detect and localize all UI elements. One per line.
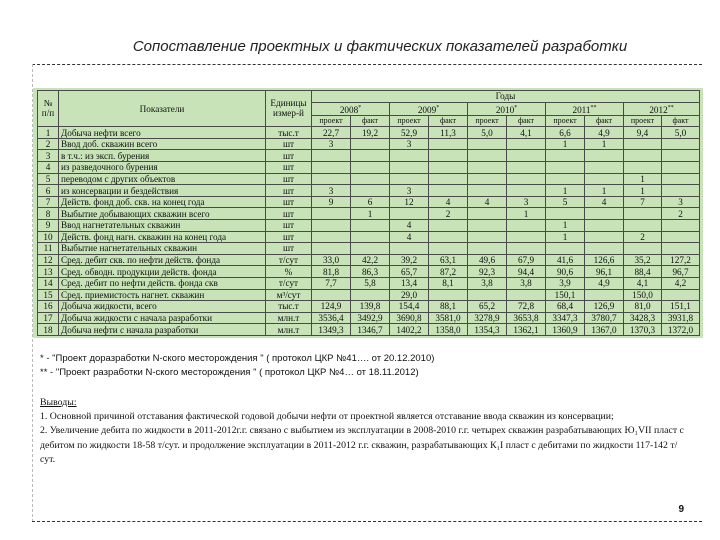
fact-value [662,289,700,301]
fact-value [429,243,468,255]
plan-value: 1370,3 [624,324,662,336]
fact-value [429,162,468,174]
fact-value: 19,2 [351,127,390,139]
row-number: 8 [38,208,59,220]
header-unit: Единицы измер-й [266,91,312,127]
plan-value: 9 [312,196,351,208]
fact-value: 3 [507,196,546,208]
fact-value [507,185,546,197]
fact-value: 1367,0 [585,324,624,336]
header-year [468,102,546,115]
fact-value [351,289,390,301]
fact-value: 1346,7 [351,324,390,336]
fact-value [351,220,390,232]
plan-value: 88,4 [624,266,662,278]
plan-value: 3 [390,138,429,150]
fact-value [429,173,468,185]
year-footnote-mark: * [436,104,440,111]
indicator-name: переводом с других объектов [59,173,266,185]
plan-value: 41,6 [546,254,585,266]
plan-value: 5,0 [468,127,507,139]
plan-value: 81,8 [312,266,351,278]
conclusions [40,396,690,467]
row-number: 3 [38,150,59,162]
fact-value: 4,2 [662,277,700,289]
fact-value [585,243,624,255]
indicator-name: в т.ч.: из эксп. бурения [59,150,266,162]
indicator-name: Сред. приемистость нагнет. скважин [59,289,266,301]
table-row [38,185,700,197]
fact-value [585,208,624,220]
plan-value [312,220,351,232]
plan-value: 150,0 [624,289,662,301]
plan-value [312,231,351,243]
unit-cell: тыс.т [266,301,312,313]
indicator-name: Добыча нефти с начала разработки [59,324,266,336]
fact-value: 3931,8 [662,312,700,324]
fact-value: 1 [585,185,624,197]
plan-value: 65,2 [468,301,507,313]
plan-value: 4,1 [624,277,662,289]
fact-value: 3 [662,196,700,208]
plan-value: 4 [390,220,429,232]
header-fact: факт [429,115,468,127]
fact-value [429,289,468,301]
footnote-mark: * [40,353,44,364]
fact-value [351,138,390,150]
fact-value [585,231,624,243]
plan-value: 6,6 [546,127,585,139]
conclusions-heading: Выводы: [40,397,77,408]
fact-value: 96,7 [662,266,700,278]
table-row [38,196,700,208]
header-plan: проект [468,115,507,127]
fact-value [585,289,624,301]
unit-cell: шт [266,220,312,232]
row-number: 10 [38,231,59,243]
plan-value: 150,1 [546,289,585,301]
plan-value [390,208,429,220]
fact-value: 127,2 [662,254,700,266]
plan-value: 4 [390,231,429,243]
header-plan: проект [312,115,351,127]
unit-cell: шт [266,138,312,150]
plan-value [546,162,585,174]
table-row [38,312,700,324]
plan-value: 1 [546,220,585,232]
fact-value: 4 [585,196,624,208]
fact-value: 126,6 [585,254,624,266]
fact-value: 87,2 [429,266,468,278]
fact-value [507,231,546,243]
fact-value [429,138,468,150]
plan-value: 5 [546,196,585,208]
fact-value [585,162,624,174]
fact-value [662,231,700,243]
plan-value: 124,9 [312,301,351,313]
fact-value: 3581,0 [429,312,468,324]
indicator-name: Выбытие добывающих скважин всего [59,208,266,220]
header-year [390,102,468,115]
indicator-name: Действ. фонд доб. скв. на конец года [59,196,266,208]
fact-value: 67,9 [507,254,546,266]
fact-value: 6 [351,196,390,208]
table-row [38,150,700,162]
fact-value: 3,8 [507,277,546,289]
fact-value [585,150,624,162]
plan-value: 39,2 [390,254,429,266]
plan-value: 1402,2 [390,324,429,336]
indicator-name: Сред. обводн. продукции действ. фонда [59,266,266,278]
indicator-name: Выбытие нагнетательных скважин [59,243,266,255]
year-label: 2010 [495,104,515,115]
plan-value: 3 [390,185,429,197]
plan-value [546,150,585,162]
plan-value: 65,7 [390,266,429,278]
table-row [38,254,700,266]
plan-value: 35,2 [624,254,662,266]
fact-value: 151,1 [662,301,700,313]
plan-value: 9,4 [624,127,662,139]
plan-value: 1 [546,138,585,150]
fact-value [585,173,624,185]
fact-value: 139,8 [351,301,390,313]
plan-value: 7 [624,196,662,208]
plan-value: 33,0 [312,254,351,266]
indicator-name: Сред. дебит скв. по нефти действ. фонда [59,254,266,266]
fact-value: 126,9 [585,301,624,313]
fact-value [351,243,390,255]
plan-value [312,289,351,301]
plan-value: 1349,3 [312,324,351,336]
fact-value: 5,8 [351,277,390,289]
plan-value [624,138,662,150]
table-row [38,243,700,255]
table-row [38,277,700,289]
table-row [38,127,700,139]
plan-value: 22,7 [312,127,351,139]
plan-value: 13,4 [390,277,429,289]
row-number: 11 [38,243,59,255]
plan-value [546,173,585,185]
plan-value: 29,0 [390,289,429,301]
fact-value: 1362,1 [507,324,546,336]
row-number: 14 [38,277,59,289]
fact-value: 1358,0 [429,324,468,336]
header-fact: факт [662,115,700,127]
year-footnote-mark: * [358,104,362,111]
row-number: 4 [38,162,59,174]
fact-value [662,185,700,197]
plan-value: 52,9 [390,127,429,139]
fact-value [662,150,700,162]
unit-cell: т/сут [266,277,312,289]
fact-value: 4,9 [585,127,624,139]
unit-cell: т/сут [266,254,312,266]
fact-value [662,162,700,174]
table-panel [33,88,703,338]
fact-value: 88,1 [429,301,468,313]
fact-value [429,220,468,232]
header-fact: факт [351,115,390,127]
table-row [38,231,700,243]
plan-value: 3690,8 [390,312,429,324]
row-number: 6 [38,185,59,197]
fact-value [662,243,700,255]
unit-cell: шт [266,173,312,185]
page-number: 9 [678,504,684,515]
fact-value [429,231,468,243]
indicator-name: Сред. дебит по нефти действ. фонда скв [59,277,266,289]
indicator-name: из консервации и бездействия [59,185,266,197]
fact-value [429,185,468,197]
unit-cell: тыс.т [266,127,312,139]
plan-value [468,138,507,150]
fact-value: 11,3 [429,127,468,139]
fact-value [507,138,546,150]
bottom-divider [32,521,702,522]
fact-value: 63,1 [429,254,468,266]
plan-value: 4 [468,196,507,208]
indicator-name: Ввод доб. скважин всего [59,138,266,150]
header-plan: проект [546,115,585,127]
fact-value: 1372,0 [662,324,700,336]
year-label: 2008 [339,104,359,115]
plan-value: 3 [312,185,351,197]
fact-value [507,243,546,255]
plan-value [390,243,429,255]
fact-value: 96,1 [585,266,624,278]
row-number: 12 [38,254,59,266]
plan-value [312,162,351,174]
row-number: 16 [38,301,59,313]
fact-value: 2 [429,208,468,220]
year-footnote-mark: * [514,104,518,111]
plan-value: 1 [546,231,585,243]
unit-cell: шт [266,208,312,220]
header-year [624,102,700,115]
header-indicator: Показатели [59,91,266,127]
plan-value [624,208,662,220]
fact-value: 2 [662,208,700,220]
fact-value [507,162,546,174]
fact-value [351,162,390,174]
indicator-name: Добыча жидкости, всего [59,301,266,313]
fact-value: 1 [351,208,390,220]
table-row [38,324,700,336]
unit-cell: шт [266,196,312,208]
table-row [38,208,700,220]
plan-value: 1 [624,173,662,185]
row-number: 18 [38,324,59,336]
indicator-name: Добыча жидкости с начала разработки [59,312,266,324]
plan-value [390,173,429,185]
header-year [546,102,624,115]
header-fact: факт [507,115,546,127]
plan-value: 92,3 [468,266,507,278]
fact-value [351,231,390,243]
fact-value: 4,1 [507,127,546,139]
fact-value [662,173,700,185]
fact-value: 3780,7 [585,312,624,324]
footnotes [40,352,700,380]
plan-value: 68,4 [546,301,585,313]
row-number: 7 [38,196,59,208]
indicators-table [37,90,700,336]
fact-value: 4 [429,196,468,208]
conclusion-item: 1. Основной причиной отставания фактической годовой добычи нефти от проектной является отставание ввода скважин из консервации; [40,411,614,423]
fact-value: 3492,9 [351,312,390,324]
plan-value: 3347,3 [546,312,585,324]
unit-cell: шт [266,150,312,162]
plan-value: 90,6 [546,266,585,278]
indicator-name: из разведочного бурения [59,162,266,174]
fact-value [351,185,390,197]
year-footnote-mark: ** [667,104,674,111]
plan-value [390,162,429,174]
plan-value: 81,0 [624,301,662,313]
fact-value: 4,9 [585,277,624,289]
footnote-mark: ** [40,367,48,378]
plan-value [312,173,351,185]
indicator-name: Ввод нагнетательных скважин [59,220,266,232]
plan-value [312,243,351,255]
plan-value [468,162,507,174]
header-year [312,102,390,115]
fact-value: 5,0 [662,127,700,139]
year-footnote-mark: ** [590,104,597,111]
plan-value: 3536,4 [312,312,351,324]
fact-value: 86,3 [351,266,390,278]
row-number: 1 [38,127,59,139]
plan-value: 1360,9 [546,324,585,336]
table-row [38,289,700,301]
plan-value [468,243,507,255]
fact-value [429,150,468,162]
plan-value [468,173,507,185]
header-fact: факт [585,115,624,127]
fact-value: 94,4 [507,266,546,278]
fact-value [662,138,700,150]
footnote [40,352,700,366]
plan-value: 1 [624,185,662,197]
plan-value [468,185,507,197]
plan-value [468,150,507,162]
plan-value [546,208,585,220]
plan-value: 7,7 [312,277,351,289]
fact-value [351,150,390,162]
table-row [38,162,700,174]
indicator-name: Добыча нефти всего [59,127,266,139]
plan-value: 3,8 [468,277,507,289]
unit-cell: млн.т [266,324,312,336]
plan-value [624,243,662,255]
fact-value [351,173,390,185]
unit-cell: м³/сут [266,289,312,301]
unit-cell: шт [266,231,312,243]
row-number: 5 [38,173,59,185]
row-number: 17 [38,312,59,324]
footnote-text: - "Проект разработки N-ского месторождения " ( протокол ЦКР №4… от 18.11.2012) [47,367,419,378]
fact-value [507,289,546,301]
plan-value [390,150,429,162]
unit-cell: % [266,266,312,278]
plan-value: 3278,9 [468,312,507,324]
plan-value [312,150,351,162]
plan-value [312,208,351,220]
header-num: № п/п [38,91,59,127]
fact-value: 8,1 [429,277,468,289]
fact-value [507,220,546,232]
header-plan: проект [390,115,429,127]
table-row [38,301,700,313]
row-number: 2 [38,138,59,150]
year-label: 2012 [649,104,668,115]
fact-value: 1 [507,208,546,220]
unit-cell: млн.т [266,312,312,324]
table-row [38,266,700,278]
fact-value: 3653,8 [507,312,546,324]
indicator-name: Действ. фонд нагн. скважин на конец года [59,231,266,243]
fact-value [585,220,624,232]
header-years: Годы [312,91,700,103]
unit-cell: шт [266,162,312,174]
plan-value: 3 [312,138,351,150]
row-number: 13 [38,266,59,278]
plan-value [468,208,507,220]
slide-title: Сопоставление проектных и фактических показателей разработки [132,38,628,55]
plan-value: 154,4 [390,301,429,313]
conclusion-item: 2. Увеличение дебита по жидкости в 2011-2012г.г. связано с выбытием из эксплуатации в 2008-2010 г.г. четырех скважин разрабатывающих Ю₁VII пласт с дебитом по жидкости 18-58 т/сут. и продолжение эксплуатации в 2011-2012 г.г. скважин, разрабатывающих К₁I пласт с дебитами по жидкости 117-142 т/сут. [40,425,684,465]
unit-cell: шт [266,243,312,255]
plan-value: 2 [624,231,662,243]
table-row [38,138,700,150]
footnote [40,366,700,380]
row-number: 15 [38,289,59,301]
row-number: 9 [38,220,59,232]
title-divider [32,64,702,65]
plan-value [624,220,662,232]
year-label: 2009 [417,104,437,115]
fact-value: 1 [585,138,624,150]
plan-value: 3,9 [546,277,585,289]
fact-value: 72,8 [507,301,546,313]
fact-value [507,173,546,185]
plan-value [468,231,507,243]
year-label: 2011 [572,104,591,115]
plan-value: 12 [390,196,429,208]
plan-value [624,162,662,174]
fact-value [662,220,700,232]
table-row [38,220,700,232]
plan-value: 49,6 [468,254,507,266]
footnote-text: - "Проект доразработки N-ского месторождения " ( протокол ЦКР №41…. от 20.12.2010) [43,353,435,364]
plan-value [468,289,507,301]
plan-value [546,243,585,255]
unit-cell: шт [266,185,312,197]
plan-value: 1354,3 [468,324,507,336]
table-row [38,173,700,185]
plan-value: 3428,3 [624,312,662,324]
fact-value [507,150,546,162]
plan-value [468,220,507,232]
fact-value: 42,2 [351,254,390,266]
plan-value: 1 [546,185,585,197]
header-plan: проект [624,115,662,127]
plan-value [624,150,662,162]
